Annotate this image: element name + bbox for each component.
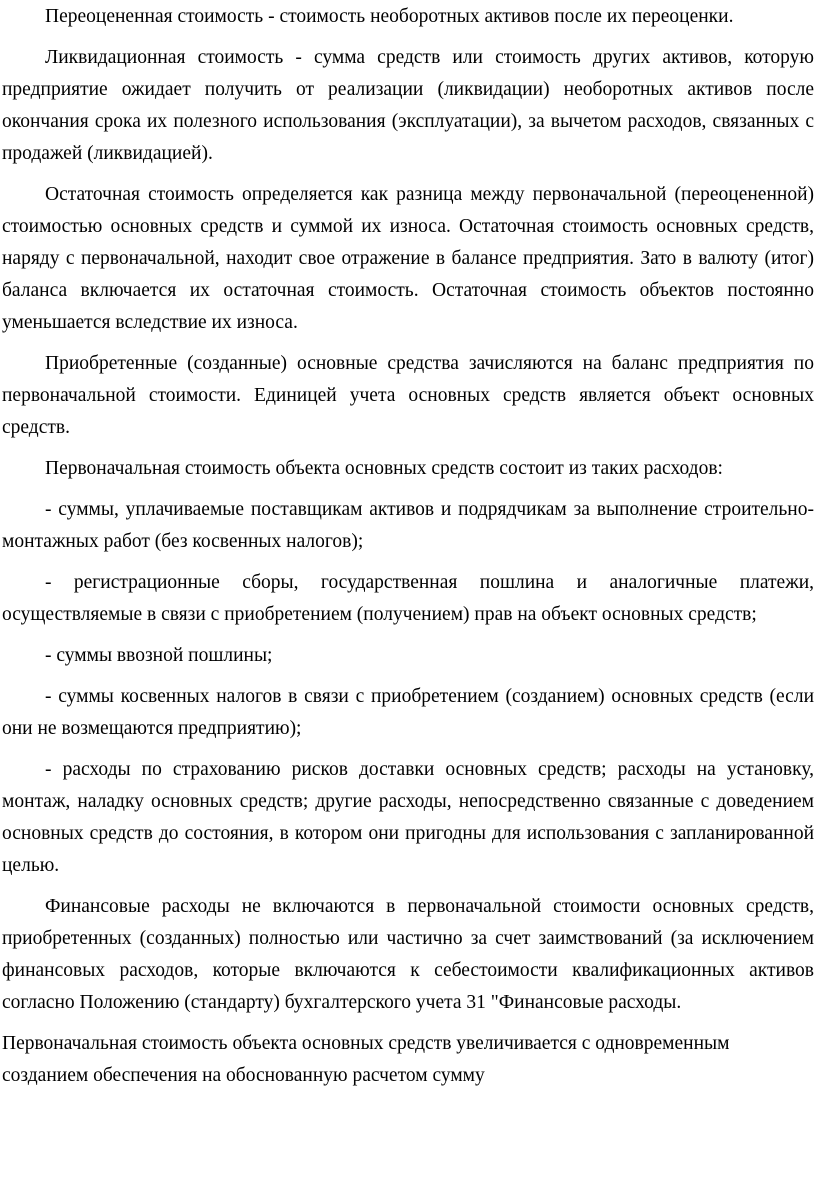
paragraph-revalued-cost: Переоцененная стоимость - стоимость необоротных активов после их переоценки. [45, 6, 734, 27]
list-item-registration-fees: - регистрационные сборы, государственная пошлина и аналогичные платежи, осуществляемые в связи с приобретением (получением) прав на объект основных средств; [2, 572, 814, 625]
paragraph-liquidation-value: Ликвидационная стоимость - сумма средств или стоимость других активов, которую предприятие ожидает получить от реализации (ликвидации) необоротных активов после окончания срока их полезного использования (эксплуатации), за вычетом расходов, связанных с продажей (ликвидацией). [2, 47, 814, 164]
document-page [2, 0, 814, 1092]
list-item-indirect-taxes: - суммы косвенных налогов в связи с приобретением (созданием) основных средств (если они не возмещаются предприятию); [2, 686, 814, 739]
list-item-import-duty: - суммы ввозной пошлины; [45, 645, 273, 666]
paragraph-initial-cost-increase: Первоначальная стоимость объекта основных средств увеличивается с одновременным созданием обеспечения на обоснованную расчетом сумму [2, 1033, 730, 1086]
list-item-insurance-installation: - расходы по страхованию рисков доставки основных средств; расходы на установку, монтаж, наладку основных средств; другие расходы, непосредственно связанные с доведением основных средств до состояния, в котором они пригодны для использования с запланированной целью. [2, 759, 814, 876]
paragraph-initial-cost-intro: Первоначальная стоимость объекта основных средств состоит из таких расходов: [45, 458, 723, 479]
paragraph-financial-expenses: Финансовые расходы не включаются в первоначальной стоимости основных средств, приобретенных (созданных) полностью или частично за счет заимствований (за исключением финансовых расходов, которые включаются к себестоимости квалификационных активов согласно Положению (стандарту) бухгалтерского учета 31 "Финансовые расходы. [2, 896, 814, 1013]
paragraph-residual-value: Остаточная стоимость определяется как разница между первоначальной (переоцененной) стоимостью основных средств и суммой их износа. Остаточная стоимость основных средств, наряду с первоначальной, находит свое отражение в балансе предприятия. Зато в валюту (итог) баланса включается их остаточная стоимость. Остаточная стоимость объектов постоянно уменьшается вследствие их износа. [2, 184, 814, 333]
paragraph-acquired-assets: Приобретенные (созданные) основные средства зачисляются на баланс предприятия по первоначальной стоимости. Единицей учета основных средств является объект основных средств. [2, 353, 814, 438]
list-item-supplier-amounts: - суммы, уплачиваемые поставщикам активов и подрядчикам за выполнение строительно-монтажных работ (без косвенных налогов); [2, 499, 814, 552]
